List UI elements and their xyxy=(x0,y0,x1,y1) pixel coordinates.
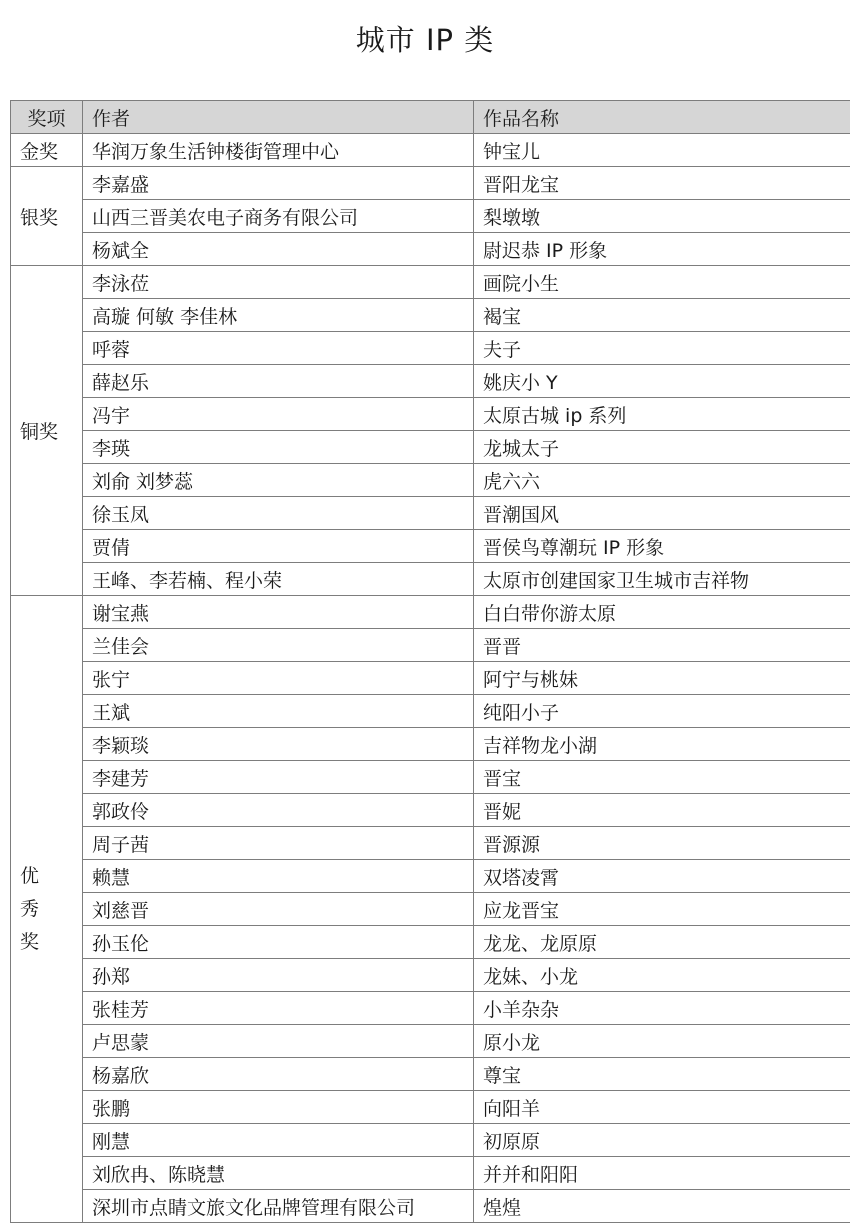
table-row xyxy=(11,860,850,893)
table-row xyxy=(11,926,850,959)
author-cell: 杨斌全 xyxy=(83,233,474,266)
work-cell: 并并和阳阳 xyxy=(474,1157,850,1190)
table-row xyxy=(11,1025,850,1058)
author-cell: 兰佳会 xyxy=(83,629,474,662)
author-cell: 王斌 xyxy=(83,695,474,728)
author-cell: 薛赵乐 xyxy=(83,365,474,398)
work-cell: 龙妹、小龙 xyxy=(474,959,850,992)
table-row xyxy=(11,497,850,530)
author-cell: 张桂芳 xyxy=(83,992,474,1025)
table-row xyxy=(11,1091,850,1124)
work-cell: 初原原 xyxy=(474,1124,850,1157)
work-cell: 姚庆小 Y xyxy=(474,365,850,398)
table-row xyxy=(11,365,850,398)
work-cell: 晋妮 xyxy=(474,794,850,827)
work-cell: 煌煌 xyxy=(474,1190,850,1223)
table-row xyxy=(11,662,850,695)
table-row xyxy=(11,563,850,596)
table-row xyxy=(11,464,850,497)
work-cell: 尉迟恭 IP 形象 xyxy=(474,233,850,266)
table-row xyxy=(11,530,850,563)
table-row xyxy=(11,761,850,794)
work-cell: 小羊杂杂 xyxy=(474,992,850,1025)
table-row xyxy=(11,827,850,860)
work-cell: 尊宝 xyxy=(474,1058,850,1091)
table-row xyxy=(11,992,850,1025)
author-cell: 李颖琰 xyxy=(83,728,474,761)
author-cell: 孙玉伦 xyxy=(83,926,474,959)
table-row xyxy=(11,431,850,464)
author-cell: 冯宇 xyxy=(83,398,474,431)
work-cell: 晋源源 xyxy=(474,827,850,860)
author-cell: 深圳市点睛文旅文化品牌管理有限公司 xyxy=(83,1190,474,1223)
table-row xyxy=(11,629,850,662)
author-cell: 李嘉盛 xyxy=(83,167,474,200)
table-row xyxy=(11,1124,850,1157)
awards-table xyxy=(10,100,850,1223)
author-cell: 山西三晋美农电子商务有限公司 xyxy=(83,200,474,233)
work-cell: 晋侯鸟尊潮玩 IP 形象 xyxy=(474,530,850,563)
work-cell: 梨墩墩 xyxy=(474,200,850,233)
author-cell: 刘慈晋 xyxy=(83,893,474,926)
header-author: 作者 xyxy=(83,101,474,134)
author-cell: 李瑛 xyxy=(83,431,474,464)
table-row xyxy=(11,233,850,266)
award-cell-silver: 银奖 xyxy=(11,167,83,266)
work-cell: 向阳羊 xyxy=(474,1091,850,1124)
work-cell: 应龙晋宝 xyxy=(474,893,850,926)
award-cell-gold: 金奖 xyxy=(11,134,83,167)
author-cell: 徐玉凤 xyxy=(83,497,474,530)
author-cell: 贾倩 xyxy=(83,530,474,563)
work-cell: 画院小生 xyxy=(474,266,850,299)
author-cell: 华润万象生活钟楼街管理中心 xyxy=(83,134,474,167)
table-row xyxy=(11,1058,850,1091)
author-cell: 李泳莅 xyxy=(83,266,474,299)
award-cell-bronze: 铜奖 xyxy=(11,266,83,596)
header-row xyxy=(11,101,850,134)
table-row xyxy=(11,398,850,431)
work-cell: 晋阳龙宝 xyxy=(474,167,850,200)
work-cell: 原小龙 xyxy=(474,1025,850,1058)
table-row xyxy=(11,167,850,200)
work-cell: 晋晋 xyxy=(474,629,850,662)
work-cell: 夫子 xyxy=(474,332,850,365)
work-cell: 虎六六 xyxy=(474,464,850,497)
author-cell: 卢思蒙 xyxy=(83,1025,474,1058)
author-cell: 杨嘉欣 xyxy=(83,1058,474,1091)
author-cell: 刘俞 刘梦蕊 xyxy=(83,464,474,497)
author-cell: 赖慧 xyxy=(83,860,474,893)
work-cell: 晋宝 xyxy=(474,761,850,794)
work-cell: 龙龙、龙原原 xyxy=(474,926,850,959)
work-cell: 钟宝儿 xyxy=(474,134,850,167)
header-work: 作品名称 xyxy=(474,101,850,134)
table-row xyxy=(11,266,850,299)
table-row xyxy=(11,959,850,992)
author-cell: 孙郑 xyxy=(83,959,474,992)
table-row xyxy=(11,134,850,167)
work-cell: 龙城太子 xyxy=(474,431,850,464)
work-cell: 双塔凌霄 xyxy=(474,860,850,893)
work-cell: 吉祥物龙小湖 xyxy=(474,728,850,761)
work-cell: 褐宝 xyxy=(474,299,850,332)
author-cell: 谢宝燕 xyxy=(83,596,474,629)
author-cell: 王峰、李若楠、程小荣 xyxy=(83,563,474,596)
page-title: 城市 IP 类 xyxy=(355,23,495,57)
author-cell: 呼蓉 xyxy=(83,332,474,365)
table-row xyxy=(11,200,850,233)
table-row xyxy=(11,1157,850,1190)
author-cell: 张鹏 xyxy=(83,1091,474,1124)
table-row xyxy=(11,728,850,761)
work-cell: 太原市创建国家卫生城市吉祥物 xyxy=(474,563,850,596)
author-cell: 郭政伶 xyxy=(83,794,474,827)
author-cell: 刚慧 xyxy=(83,1124,474,1157)
award-cell-excellence: 优 秀 奖 xyxy=(11,596,83,1223)
work-cell: 白白带你游太原 xyxy=(474,596,850,629)
table-row xyxy=(11,794,850,827)
work-cell: 晋潮国风 xyxy=(474,497,850,530)
table-row xyxy=(11,695,850,728)
author-cell: 刘欣冉、陈晓慧 xyxy=(83,1157,474,1190)
work-cell: 太原古城 ip 系列 xyxy=(474,398,850,431)
table-row xyxy=(11,893,850,926)
author-cell: 周子茜 xyxy=(83,827,474,860)
table-row xyxy=(11,299,850,332)
work-cell: 纯阳小子 xyxy=(474,695,850,728)
table-body xyxy=(11,134,850,1223)
author-cell: 高璇 何敏 李佳林 xyxy=(83,299,474,332)
header-award: 奖项 xyxy=(11,101,83,134)
author-cell: 李建芳 xyxy=(83,761,474,794)
table-row xyxy=(11,1190,850,1223)
table-row xyxy=(11,332,850,365)
table-row xyxy=(11,596,850,629)
author-cell: 张宁 xyxy=(83,662,474,695)
work-cell: 阿宁与桃妹 xyxy=(474,662,850,695)
